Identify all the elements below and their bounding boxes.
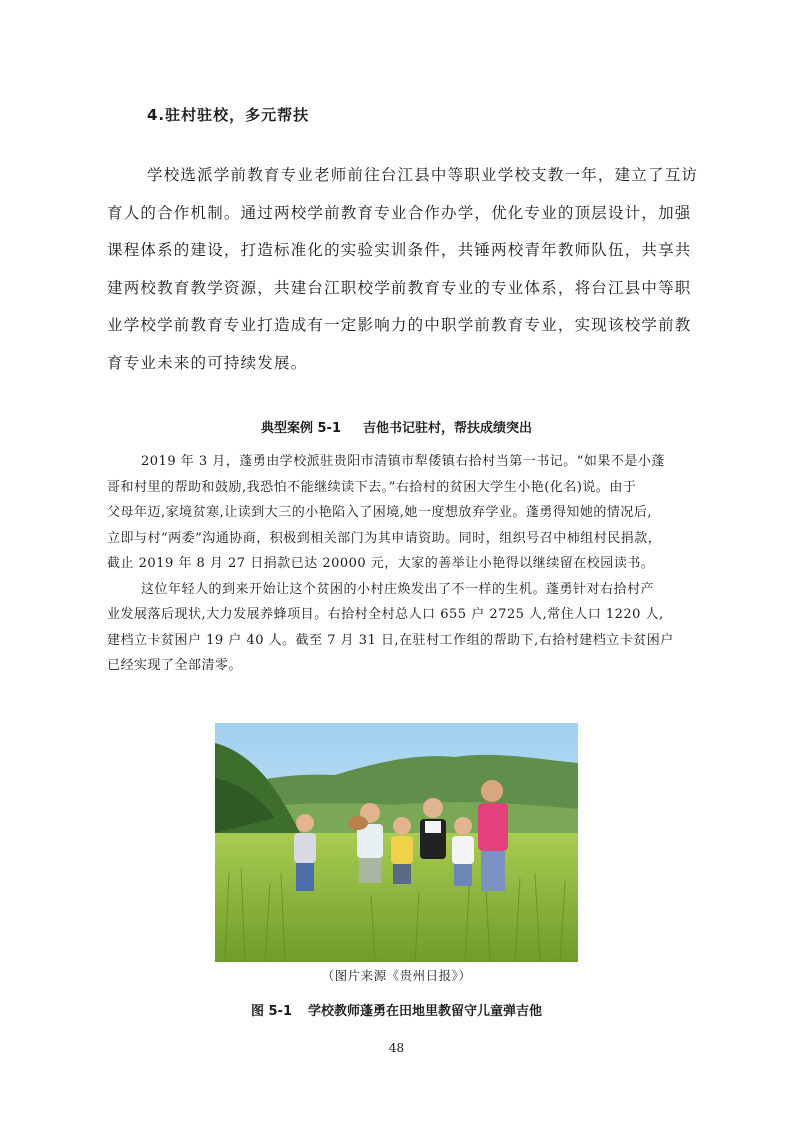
case-line: 已经实现了全部清零。	[107, 658, 243, 673]
section-heading: 4.驻村驻校，多元帮扶	[147, 106, 310, 124]
intro-paragraph	[107, 157, 697, 382]
case-line: 业发展落后现状,大力发展养蜂项目。右拾村全村总人口 655 户 2725 人,常住人口 1220 人,	[107, 607, 664, 622]
case-line: 截止 2019 年 8 月 27 日捐款已达 20000 元，大家的善举让小艳得以继续留在校园读书。	[107, 556, 655, 571]
intro-line: 建两校教育教学资源，共建台江职校学前教育专业的专业体系，将台江县中等职	[107, 278, 692, 297]
case-title	[0, 417, 793, 436]
figure-source: （图片来源《贵州日报》）	[321, 968, 472, 983]
case-line: 建档立卡贫困户 19 户 40 人。截至 7 月 31 日,在驻村工作组的帮助下,右拾村建档立卡贫困户	[107, 632, 674, 648]
intro-line: 育人的合作机制。通过两校学前教育专业合作办学，优化专业的顶层设计，加强	[107, 203, 692, 222]
case-line: 2019 年 3 月，蓬勇由学校派驻贵阳市清镇市犁倭镇右拾村当第一书记。“如果不是小蓬	[141, 454, 665, 469]
case-title-text: 吉他书记驻村，帮扶成绩突出	[363, 421, 533, 436]
case-body	[107, 449, 697, 679]
case-line: 这位年轻人的到来开始让这个贫困的小村庄焕发出了不一样的生机。蓬勇针对右拾村产	[141, 581, 655, 597]
case-line: 哥和村里的帮助和鼓励,我恐怕不能继续读下去。”右拾村的贫困大学生小艳(化名)说。由于	[107, 479, 637, 495]
figure-number: 图 5-1	[250, 1004, 292, 1019]
intro-line: 业学校学前教育专业打造成有一定影响力的中职学前教育专业，实现该校学前教	[107, 316, 692, 334]
figure-photo	[215, 723, 578, 962]
intro-line: 育专业未来的可持续发展。	[107, 353, 308, 372]
case-line: 立即与村“两委”沟通协商，积极到相关部门为其申请资助。同时，组织号召中柿组村民捐款，	[107, 530, 662, 546]
page-number: 48	[388, 1041, 405, 1055]
intro-line: 学校选派学前教育专业老师前往台江县中等职业学校支教一年，建立了互访	[147, 166, 699, 184]
figure-caption	[0, 1000, 793, 1019]
case-label: 典型案例 5-1	[260, 421, 341, 436]
case-line: 父母年迈,家境贫寒,让读到大三的小艳陷入了困境,她一度想放弃学业。蓬勇得知她的情况后,	[107, 505, 653, 520]
intro-line: 课程体系的建设，打造标准化的实验实训条件，共锤两校青年教师队伍，共享共	[107, 241, 692, 259]
figure-caption-text: 学校教师蓬勇在田地里教留守儿童弹吉他	[308, 1004, 543, 1019]
